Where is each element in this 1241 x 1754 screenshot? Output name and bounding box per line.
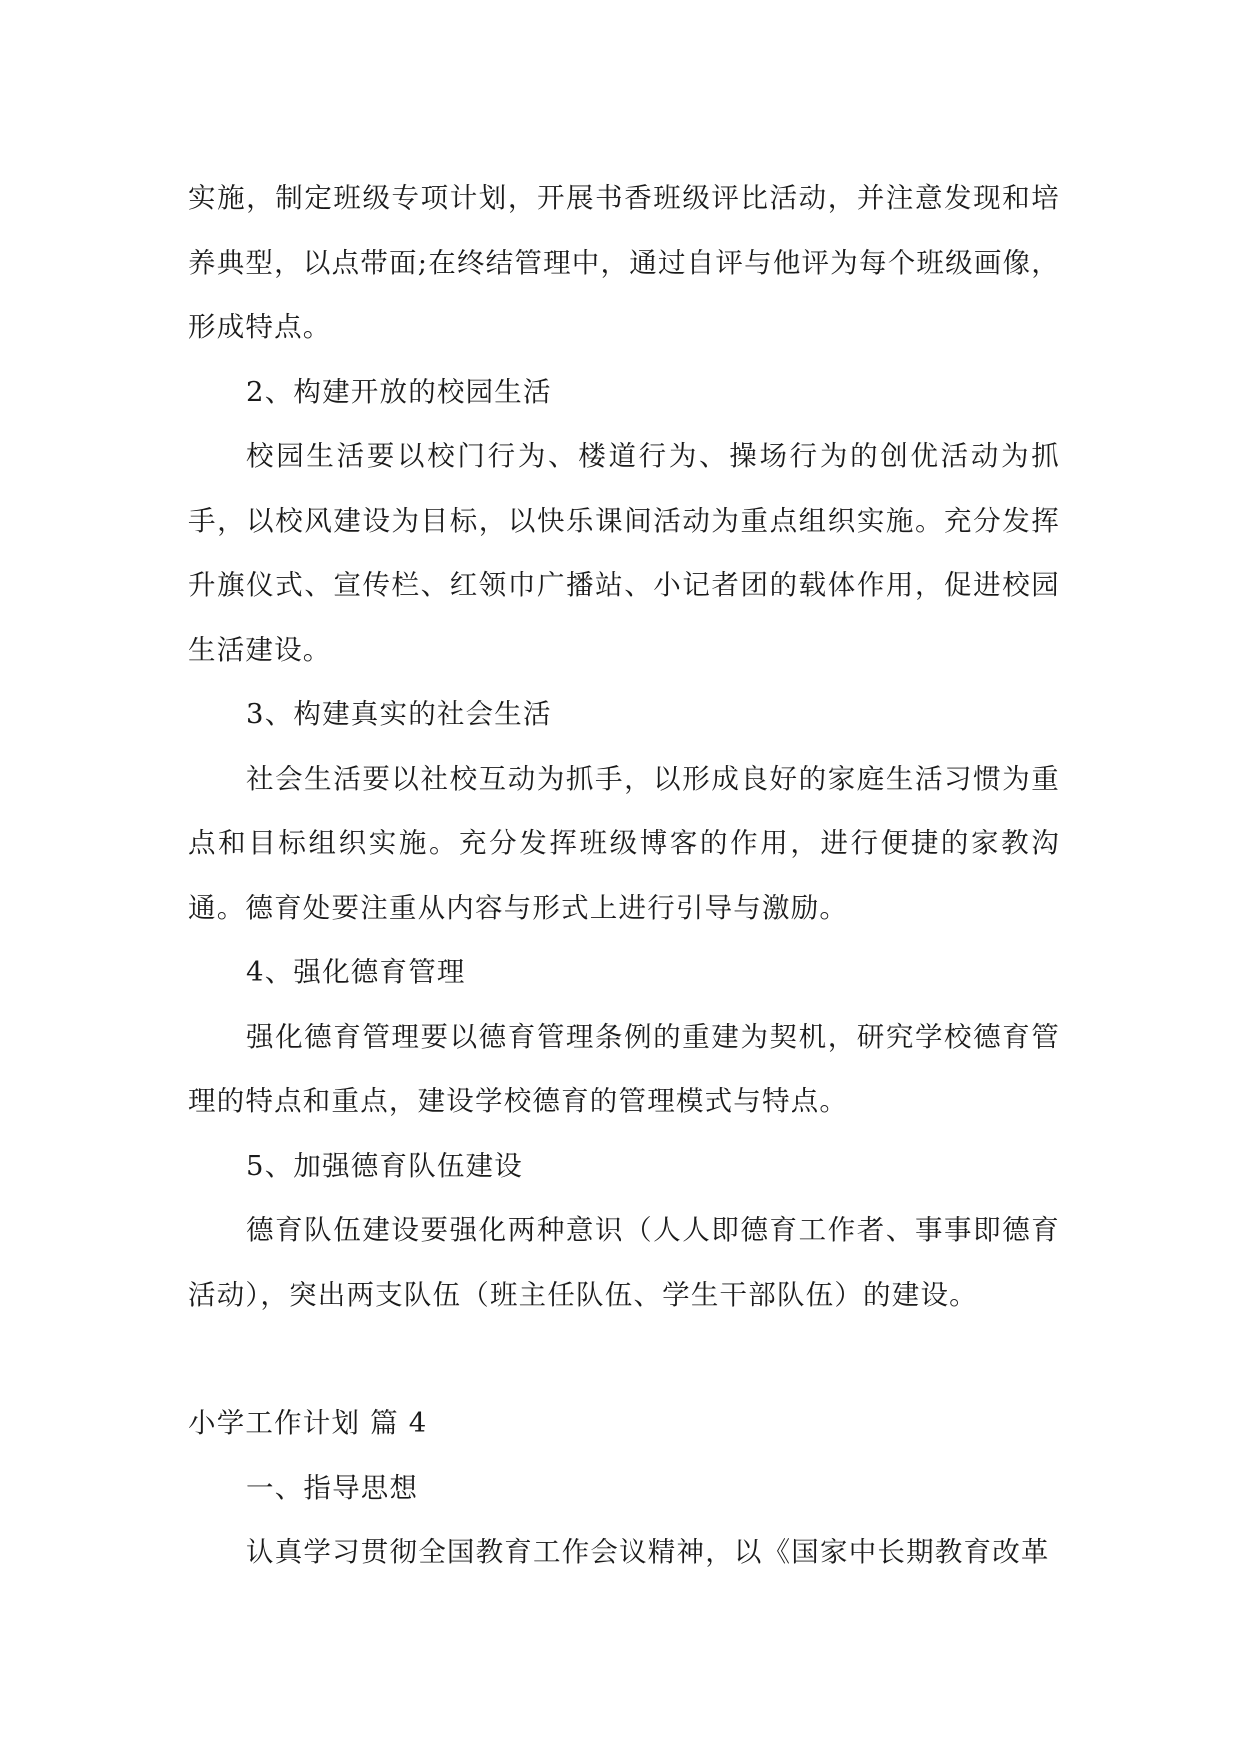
section-title-plan-4: 小学工作计划 篇 4 (188, 1407, 428, 1439)
paragraph-moral-team-building: 德育队伍建设要强化两种意识（人人即德育工作者、事事即德育活动），突出两支队伍（班主任队伍、学生干部队伍）的建设。 (188, 1214, 1060, 1311)
paragraph-social-life: 社会生活要以社校互动为抓手，以形成良好的家庭生活习惯为重点和目标组织实施。充分发挥班级博客的作用，进行便捷的家教沟通。德育处要注重从内容与形式上进行引导与激励。 (188, 762, 1060, 924)
paragraph-continuation: 实施，制定班级专项计划，开展书香班级评比活动，并注意发现和培养典型，以点带面;在终结管理中，通过自评与他评为每个班级画像，形成特点。 (188, 182, 1060, 343)
paragraph-moral-management: 强化德育管理要以德育管理条例的重建为契机，研究学校德育管理的特点和重点，建设学校德育的管理模式与特点。 (188, 1020, 1060, 1117)
heading-build-open-campus-life: 2、构建开放的校园生活 (246, 375, 552, 408)
heading-build-real-social-life: 3、构建真实的社会生活 (246, 698, 552, 730)
heading-moral-team-building: 5、加强德育队伍建设 (246, 1149, 523, 1182)
heading-guiding-ideology: 一、指导思想 (246, 1471, 419, 1504)
paragraph-guiding-ideology: 认真学习贯彻全国教育工作会议精神，以《国家中长期教育改革 (246, 1536, 1050, 1568)
paragraph-campus-life: 校园生活要以校门行为、楼道行为、操场行为的创优活动为抓手，以校风建设为目标，以快乐课间活动为重点组织实施。充分发挥升旗仪式、宣传栏、红领巾广播站、小记者团的载体作用，促进校园生活建设。 (188, 440, 1060, 666)
document-body (188, 166, 1060, 1585)
heading-strengthen-moral-management: 4、强化德育管理 (246, 956, 466, 988)
